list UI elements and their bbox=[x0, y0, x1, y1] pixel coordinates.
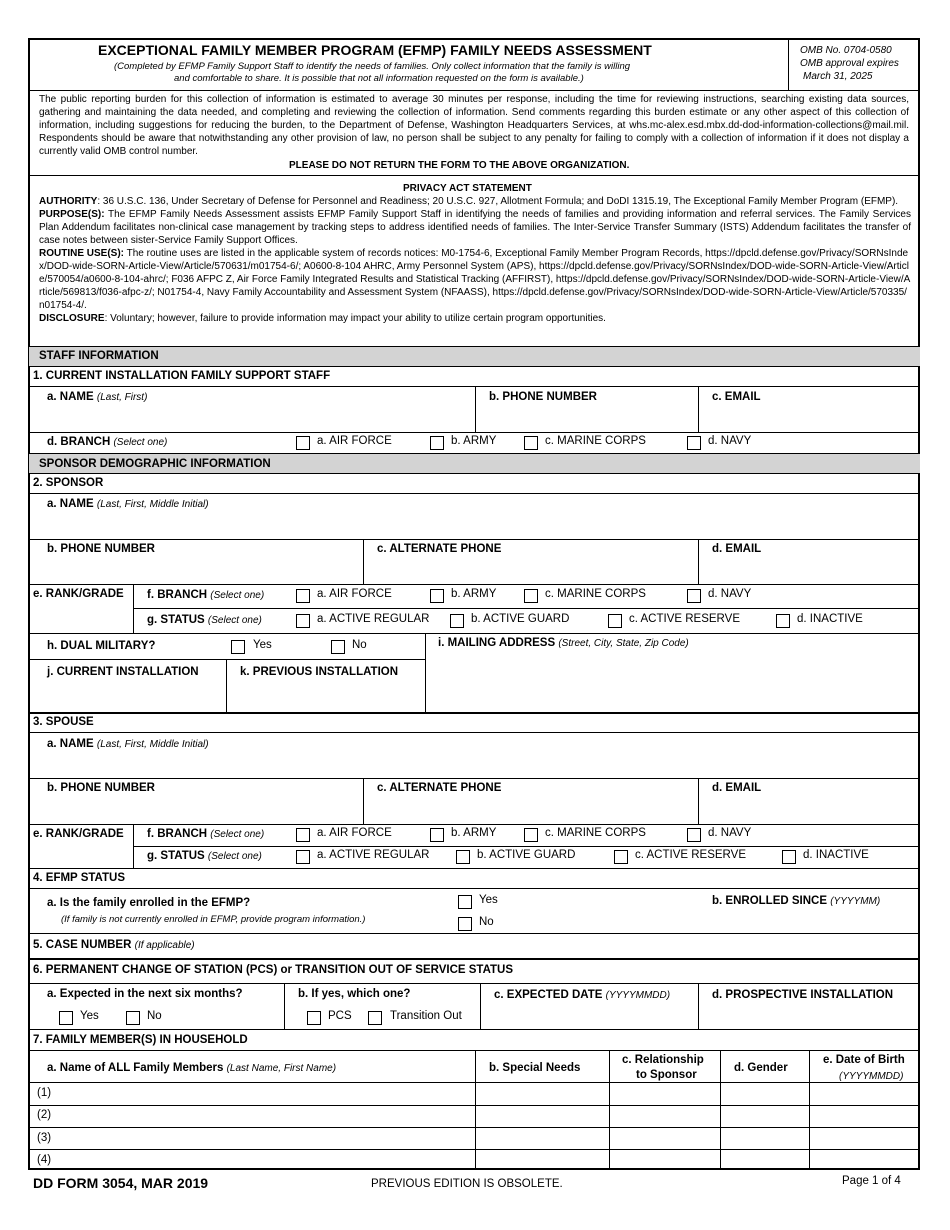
sponsor-alt-phone-input[interactable] bbox=[364, 558, 697, 583]
staff-branch-navy-label: d. NAVY bbox=[708, 435, 752, 447]
spouse-branch-navy-checkbox[interactable] bbox=[687, 828, 701, 842]
staff-name-label: a. NAME (Last, First) bbox=[47, 391, 148, 403]
omb-expires-label: OMB approval expires bbox=[800, 58, 899, 69]
disclosure-text: : Voluntary; however, failure to provide information may impact your ability to utilize certain program opportunities. bbox=[104, 313, 606, 324]
case-number-input[interactable] bbox=[215, 935, 919, 957]
sponsor-branch-airforce-checkbox[interactable] bbox=[296, 589, 310, 603]
sponsor-status-active-reserve-checkbox[interactable] bbox=[608, 614, 622, 628]
sponsor-name-label: a. NAME (Last, First, Middle Initial) bbox=[47, 498, 209, 510]
staff-email-label: c. EMAIL bbox=[712, 391, 761, 403]
sponsor-branch-marines-label: c. MARINE CORPS bbox=[545, 588, 646, 600]
do-not-return-notice: PLEASE DO NOT RETURN THE FORM TO THE ABOVE ORGANIZATION. bbox=[289, 160, 630, 171]
staff-email-input[interactable] bbox=[699, 406, 919, 431]
spouse-name-label: a. NAME (Last, First, Middle Initial) bbox=[47, 738, 209, 750]
spouse-alt-phone-input[interactable] bbox=[364, 797, 697, 823]
sponsor-branch-label: f. BRANCH (Select one) bbox=[147, 589, 265, 601]
household-col-relationship-1: c. Relationship bbox=[622, 1054, 704, 1066]
pcs-expected-no-label: No bbox=[147, 1010, 162, 1022]
spouse-rank-label: e. RANK/GRADE bbox=[33, 828, 124, 840]
spouse-status-active-reserve-label: c. ACTIVE RESERVE bbox=[635, 849, 746, 861]
item-4-title: 4. EFMP STATUS bbox=[33, 872, 126, 884]
household-row-1-number: (1) bbox=[37, 1087, 52, 1099]
pcs-which-question: b. If yes, which one? bbox=[298, 988, 411, 1000]
efmp-enrolled-note: (If family is not currently enrolled in EFMP, provide program information.) bbox=[61, 914, 366, 925]
pcs-date-label: c. EXPECTED DATE (YYYYMMDD) bbox=[494, 989, 671, 1001]
sponsor-mailing-input[interactable] bbox=[427, 652, 919, 712]
authority-label: AUTHORITY bbox=[39, 196, 98, 207]
disclosure-label: DISCLOSURE bbox=[39, 313, 105, 324]
privacy-statement bbox=[39, 195, 911, 325]
sponsor-email-label: d. EMAIL bbox=[712, 543, 762, 555]
routine-text: The routine uses are listed in the applicable system of records notices: M0-1754-6, Exceptional Family Member Program Records, https://dpcld.defense.gov/Privacy/SORNsIndex/DOD-wide-SORN-Article-View/Article/570631/m01754-6/; A0600-8-104 AHRC, Army Personnel System (APS), https://dpcld.defense.gov/Privacy/SORNsIndex/DOD-wide-SORN-Article-View/Article/570054/a0600-8-104-ahrc/; F036 AFPC Z, Air Force Family Integrated Results and Statistical Tracking (AFFIRST), https://dpcld.defense.gov/Privacy/SORNsIndex/DOD-wide-SORN-Article-View/Article/569813/f036-afpc-z/; N01754-4, Navy Family Accountability and Assessment System (NFAASS), https://dpcld.defense.gov/Privacy/SORNsIndex/DOD-wide-SORN-Article-View/Article/570335/n01754-4/. bbox=[39, 248, 911, 311]
sponsor-section-title: SPONSOR DEMOGRAPHIC INFORMATION bbox=[39, 458, 271, 470]
sponsor-previous-install-input[interactable] bbox=[227, 681, 424, 712]
household-row-4-number: (4) bbox=[37, 1154, 52, 1166]
authority-text: : 36 U.S.C. 136, Under Secretary of Defense for Personnel and Readiness; 20 U.S.C. 927, Allotment Formula; and DoDI 1315.19, The Exceptional Family Member Program (EFMP). bbox=[97, 196, 899, 207]
pcs-which-pcs-checkbox[interactable] bbox=[307, 1011, 321, 1025]
spouse-branch-army-label: b. ARMY bbox=[451, 827, 497, 839]
staff-name-input[interactable] bbox=[30, 406, 474, 431]
pcs-date-input[interactable] bbox=[481, 1004, 697, 1028]
spouse-status-active-regular-label: a. ACTIVE REGULAR bbox=[317, 849, 430, 861]
sponsor-dual-yes-checkbox[interactable] bbox=[231, 640, 245, 654]
staff-branch-marines-label: c. MARINE CORPS bbox=[545, 435, 646, 447]
spouse-status-active-regular-checkbox[interactable] bbox=[296, 850, 310, 864]
efmp-since-label: b. ENROLLED SINCE (YYYYMM) bbox=[712, 895, 881, 907]
pcs-expected-yes-label: Yes bbox=[80, 1010, 99, 1022]
household-row-4-name-input[interactable] bbox=[60, 1150, 474, 1169]
case-number-label: 5. CASE NUMBER (If applicable) bbox=[33, 939, 195, 951]
sponsor-name-input[interactable] bbox=[30, 512, 919, 538]
pcs-which-transition-checkbox[interactable] bbox=[368, 1011, 382, 1025]
spouse-email-label: d. EMAIL bbox=[712, 782, 762, 794]
sponsor-alt-phone-label: c. ALTERNATE PHONE bbox=[377, 543, 502, 555]
page-number: Page 1 of 4 bbox=[842, 1175, 901, 1187]
sponsor-dual-military-label: h. DUAL MILITARY? bbox=[47, 640, 156, 652]
staff-branch-label: d. BRANCH (Select one) bbox=[47, 436, 168, 448]
omb-expires-date: March 31, 2025 bbox=[803, 71, 873, 82]
item-2-title: 2. SPONSOR bbox=[33, 477, 104, 489]
form-id: DD FORM 3054, MAR 2019 bbox=[33, 1175, 209, 1191]
efmp-enrolled-no-checkbox[interactable] bbox=[458, 917, 472, 931]
efmp-enrolled-yes-label: Yes bbox=[479, 894, 498, 906]
spouse-status-active-guard-label: b. ACTIVE GUARD bbox=[477, 849, 576, 861]
household-col-special-needs: b. Special Needs bbox=[489, 1062, 581, 1074]
sponsor-phone-input[interactable] bbox=[30, 558, 362, 583]
household-col-name: a. Name of ALL Family Members (Last Name, First Name) bbox=[47, 1062, 337, 1074]
sponsor-phone-label: b. PHONE NUMBER bbox=[47, 543, 155, 555]
household-row-1-name-input[interactable] bbox=[60, 1083, 474, 1104]
spouse-phone-input[interactable] bbox=[30, 797, 362, 823]
sponsor-status-active-reserve-label: c. ACTIVE RESERVE bbox=[629, 613, 740, 625]
household-row-3-name-input[interactable] bbox=[60, 1128, 474, 1149]
pcs-prospective-label: d. PROSPECTIVE INSTALLATION bbox=[712, 989, 894, 1001]
efmp-enrolled-yes-checkbox[interactable] bbox=[458, 895, 472, 909]
household-col-dob: e. Date of Birth bbox=[823, 1054, 905, 1066]
sponsor-rank-label: e. RANK/GRADE bbox=[33, 588, 124, 600]
staff-branch-navy-checkbox[interactable] bbox=[687, 436, 701, 450]
sponsor-status-inactive-label: d. INACTIVE bbox=[797, 613, 863, 625]
spouse-branch-airforce-checkbox[interactable] bbox=[296, 828, 310, 842]
sponsor-status-active-regular-label: a. ACTIVE REGULAR bbox=[317, 613, 430, 625]
spouse-status-label: g. STATUS (Select one) bbox=[147, 850, 262, 862]
pcs-which-transition-label: Transition Out bbox=[390, 1010, 462, 1022]
household-col-gender: d. Gender bbox=[734, 1062, 788, 1074]
spouse-status-active-guard-checkbox[interactable] bbox=[456, 850, 470, 864]
routine-label: ROUTINE USE(S): bbox=[39, 248, 124, 259]
spouse-name-input[interactable] bbox=[30, 752, 919, 777]
sponsor-email-input[interactable] bbox=[699, 558, 919, 583]
spouse-branch-army-checkbox[interactable] bbox=[430, 828, 444, 842]
sponsor-status-label: g. STATUS (Select one) bbox=[147, 614, 262, 626]
household-row-3-number: (3) bbox=[37, 1132, 52, 1144]
sponsor-status-active-guard-checkbox[interactable] bbox=[450, 614, 464, 628]
spouse-alt-phone-label: c. ALTERNATE PHONE bbox=[377, 782, 502, 794]
pcs-prospective-input[interactable] bbox=[699, 1004, 919, 1028]
spouse-status-inactive-checkbox[interactable] bbox=[782, 850, 796, 864]
spouse-status-inactive-label: d. INACTIVE bbox=[803, 849, 869, 861]
purpose-text: The EFMP Family Needs Assessment assists EFMP Family Support Staff in identifying the needs of families and providing information and referral services. The Family Services Plan Addendum facilitates non-clinical case management by tracking steps to address identified needs of families. The Inter-Service Transfer Summary (ISTS) Addendum facilitates the transfer of case notes between sister-Service Family Support Offices. bbox=[39, 209, 911, 246]
sponsor-dual-no-label: No bbox=[352, 639, 367, 651]
spouse-branch-marines-checkbox[interactable] bbox=[524, 828, 538, 842]
sponsor-status-inactive-checkbox[interactable] bbox=[776, 614, 790, 628]
sponsor-dual-no-checkbox[interactable] bbox=[331, 640, 345, 654]
staff-branch-army-label: b. ARMY bbox=[451, 435, 497, 447]
sponsor-current-install-input[interactable] bbox=[30, 681, 225, 712]
sponsor-status-active-guard-label: b. ACTIVE GUARD bbox=[471, 613, 570, 625]
item-6-title: 6. PERMANENT CHANGE OF STATION (PCS) or TRANSITION OUT OF SERVICE STATUS bbox=[33, 964, 514, 976]
item-1-title: 1. CURRENT INSTALLATION FAMILY SUPPORT STAFF bbox=[33, 370, 331, 382]
sponsor-branch-airforce-label: a. AIR FORCE bbox=[317, 588, 392, 600]
staff-phone-label: b. PHONE NUMBER bbox=[489, 391, 597, 403]
sponsor-rank-input[interactable] bbox=[30, 602, 132, 632]
privacy-heading: PRIVACY ACT STATEMENT bbox=[403, 183, 532, 194]
household-row-2-name-input[interactable] bbox=[60, 1106, 474, 1127]
spouse-rank-input[interactable] bbox=[30, 842, 132, 867]
item-7-title: 7. FAMILY MEMBER(S) IN HOUSEHOLD bbox=[33, 1034, 248, 1046]
sponsor-branch-marines-checkbox[interactable] bbox=[524, 589, 538, 603]
sponsor-branch-navy-label: d. NAVY bbox=[708, 588, 752, 600]
sponsor-mailing-label: i. MAILING ADDRESS (Street, City, State, Zip Code) bbox=[438, 637, 689, 649]
pcs-expected-no-checkbox[interactable] bbox=[126, 1011, 140, 1025]
form-title: EXCEPTIONAL FAMILY MEMBER PROGRAM (EFMP) FAMILY NEEDS ASSESSMENT bbox=[98, 42, 652, 58]
spouse-branch-marines-label: c. MARINE CORPS bbox=[545, 827, 646, 839]
staff-section-header bbox=[29, 347, 920, 366]
sponsor-branch-navy-checkbox[interactable] bbox=[687, 589, 701, 603]
staff-section-title: STAFF INFORMATION bbox=[39, 350, 159, 362]
spouse-phone-label: b. PHONE NUMBER bbox=[47, 782, 155, 794]
sponsor-branch-army-label: b. ARMY bbox=[451, 588, 497, 600]
burden-statement: The public reporting burden for this collection of information is estimated to average 30 minutes per response, including the time for reviewing instructions, searching existing data sources, gathering and maintaining the data needed, and completing and reviewing the collection of information. Send comments regarding this burden estimate or any other aspect of this collection of information, including suggestions for reducing the burden, to the Department of Defense, Washington Headquarters Services, at whs.mc-alex.esd.mbx.dd-dod-information-collections@mail.mil. Respondents should be aware that notwithstanding any other provision of law, no person shall be subject to any penalty for failing to comply with a collection of information if it does not display a currently valid OMB control number. bbox=[39, 94, 909, 157]
staff-branch-airforce-checkbox[interactable] bbox=[296, 436, 310, 450]
staff-branch-airforce-label: a. AIR FORCE bbox=[317, 435, 392, 447]
form-subtitle-line2: and comfortable to share. It is possible that not all information requested on the form is available.) bbox=[174, 73, 584, 84]
sponsor-dual-yes-label: Yes bbox=[253, 639, 272, 651]
pcs-expected-yes-checkbox[interactable] bbox=[59, 1011, 73, 1025]
spouse-branch-airforce-label: a. AIR FORCE bbox=[317, 827, 392, 839]
obsolete-notice: PREVIOUS EDITION IS OBSOLETE. bbox=[371, 1178, 563, 1190]
household-col-dob-hint: (YYYYMMDD) bbox=[839, 1071, 904, 1082]
pcs-expected-question: a. Expected in the next six months? bbox=[47, 988, 243, 1000]
item-3-title: 3. SPOUSE bbox=[33, 716, 94, 728]
staff-phone-input[interactable] bbox=[476, 406, 697, 431]
efmp-since-input[interactable] bbox=[699, 910, 919, 932]
omb-number: OMB No. 0704-0580 bbox=[800, 45, 892, 56]
efmp-enrolled-no-label: No bbox=[479, 916, 494, 928]
sponsor-status-active-regular-checkbox[interactable] bbox=[296, 614, 310, 628]
household-row-2-number: (2) bbox=[37, 1109, 52, 1121]
sponsor-previous-install-label: k. PREVIOUS INSTALLATION bbox=[240, 666, 399, 678]
spouse-branch-label: f. BRANCH (Select one) bbox=[147, 828, 265, 840]
staff-branch-marines-checkbox[interactable] bbox=[524, 436, 538, 450]
spouse-branch-navy-label: d. NAVY bbox=[708, 827, 752, 839]
spouse-email-input[interactable] bbox=[699, 797, 919, 823]
pcs-which-pcs-label: PCS bbox=[328, 1010, 352, 1022]
efmp-enrolled-question: a. Is the family enrolled in the EFMP? bbox=[47, 897, 251, 909]
household-col-relationship-2: to Sponsor bbox=[636, 1069, 697, 1081]
staff-branch-army-checkbox[interactable] bbox=[430, 436, 444, 450]
sponsor-current-install-label: j. CURRENT INSTALLATION bbox=[47, 666, 199, 678]
form-subtitle-line1: (Completed by EFMP Family Support Staff to identify the needs of families. Only collect information that the family is willing bbox=[114, 61, 631, 72]
spouse-status-active-reserve-checkbox[interactable] bbox=[614, 850, 628, 864]
purpose-label: PURPOSE(S): bbox=[39, 209, 105, 220]
sponsor-branch-army-checkbox[interactable] bbox=[430, 589, 444, 603]
